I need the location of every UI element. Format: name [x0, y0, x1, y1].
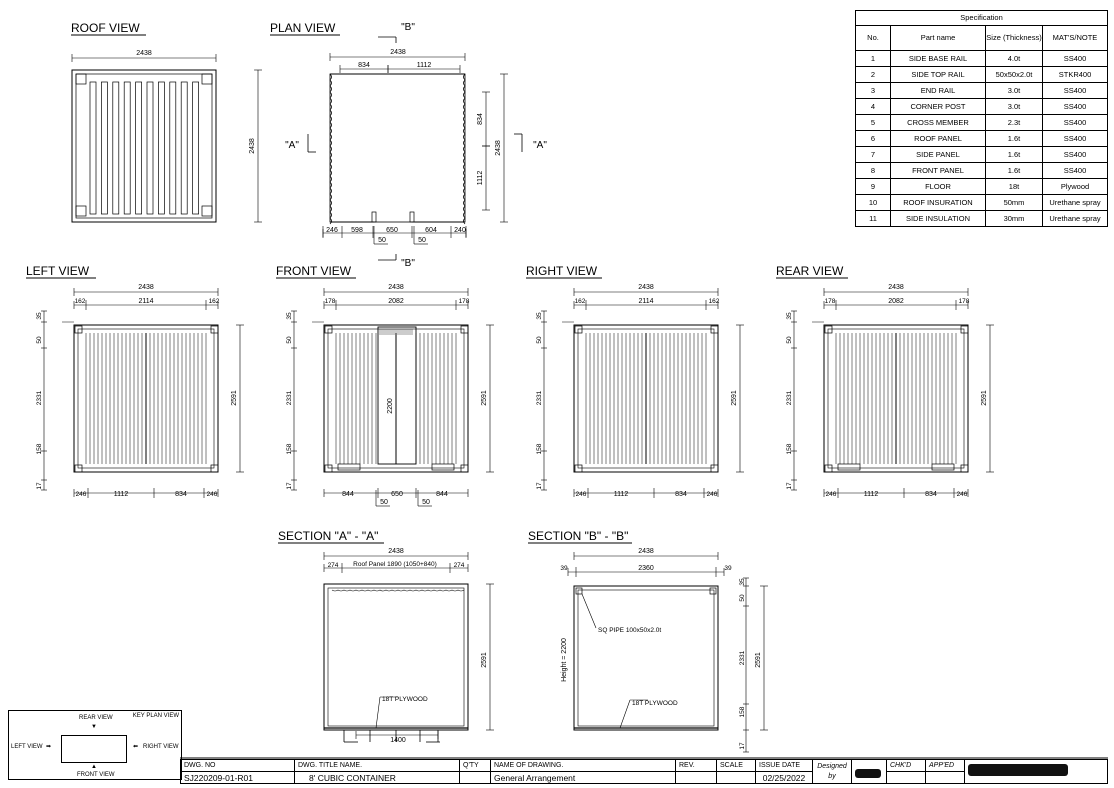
section-marker: "B" [401, 22, 415, 33]
spec-cell: 30mm [986, 211, 1043, 227]
callout-label: 18T PLYWOOD [632, 700, 678, 707]
dim-label: 650 [386, 227, 398, 234]
spec-cell: 1.6t [986, 147, 1043, 163]
spec-body [856, 51, 1108, 227]
roof-corrugation [147, 82, 153, 214]
roof-view-title: ROOF VIEW [71, 21, 140, 35]
spec-cell: SIDE INSULATION [891, 211, 986, 227]
spec-cell: CROSS MEMBER [891, 115, 986, 131]
apped-label: APP'ED [926, 760, 965, 772]
dim-label: 1112 [113, 491, 129, 498]
spec-cell: 1 [856, 51, 891, 67]
corner-casting [76, 206, 86, 216]
dim-label: 834 [925, 491, 937, 498]
section-marker: "A" [285, 140, 299, 151]
left-view-title: LEFT VIEW [26, 264, 90, 278]
plan-frame [330, 74, 465, 222]
dim-label: 50 [286, 336, 293, 344]
forklift-pocket [932, 464, 954, 470]
roof-corrugation [124, 82, 130, 214]
dim-label: 834 [175, 491, 187, 498]
spec-cell: 2.3t [986, 115, 1043, 131]
dim-label: 50 [739, 594, 746, 602]
spec-row [856, 179, 1108, 195]
dim-label: 2331 [786, 390, 793, 406]
spec-row [856, 147, 1108, 163]
dim-label: 50 [378, 237, 386, 244]
spec-cell: 6 [856, 131, 891, 147]
roof-inner [76, 74, 212, 218]
dim-label: 2331 [286, 390, 293, 406]
roof-corrugation [193, 82, 199, 214]
spec-cell: SIDE TOP RAIL [891, 67, 986, 83]
spec-cell: 5 [856, 115, 891, 131]
issue-label: ISSUE DATE [756, 760, 813, 772]
dim-label: 2438 [888, 284, 904, 291]
spec-cell: SS400 [1043, 51, 1108, 67]
sq-pipe [710, 588, 716, 594]
dim-label: 35 [739, 578, 746, 586]
section-marker: "B" [401, 258, 415, 269]
dim-label: 2438 [638, 284, 654, 291]
dim-label: 2591 [981, 390, 988, 406]
spec-cell: SS400 [1043, 83, 1108, 99]
section-b-title: SECTION "B" - "B" [528, 529, 629, 543]
spec-cell: Plywood [1043, 179, 1108, 195]
dim-label: 35 [36, 312, 43, 320]
height-note: Height = 2200 [561, 638, 568, 682]
corner-casting [211, 465, 218, 472]
dim-label: 1112 [477, 170, 484, 186]
dim-label: 2331 [536, 390, 543, 406]
dim-label: 2438 [138, 284, 154, 291]
designed-cell [813, 760, 852, 784]
dim-label: 162 [74, 298, 86, 305]
spec-cell: SS400 [1043, 99, 1108, 115]
dim-label: 178 [824, 298, 836, 305]
door-opening [378, 327, 416, 464]
dwg-no-label: DWG. NO [181, 760, 295, 772]
dim-label: 274 [327, 562, 339, 569]
dim-label: 2438 [390, 49, 406, 56]
corner-casting [202, 206, 212, 216]
designed-label: Designed [817, 762, 847, 770]
dim-label: 246 [75, 491, 87, 498]
spec-header: Part name [891, 26, 986, 51]
dim-label: 246 [825, 491, 837, 498]
corner-casting [202, 74, 212, 84]
door-post [372, 212, 376, 222]
spec-cell: FRONT PANEL [891, 163, 986, 179]
forklift-pocket [338, 464, 360, 470]
spec-row [856, 195, 1108, 211]
drawing-title: 8' CUBIC CONTAINER [295, 772, 460, 784]
spec-cell: 10 [856, 195, 891, 211]
leader-line [376, 697, 380, 728]
dim-label: 35 [286, 312, 293, 320]
rev-value [676, 772, 717, 784]
key-plan-title: KEY PLAN VIEW [132, 713, 179, 719]
spec-header: MAT'S/NOTE [1043, 26, 1108, 51]
spec-cell: STKR400 [1043, 67, 1108, 83]
dim-label: 246 [206, 491, 218, 498]
spec-cell: 2 [856, 67, 891, 83]
dim-label: 1112 [863, 491, 879, 498]
dim-label: 17 [36, 482, 43, 490]
dim-label: Roof Panel 1890 (1050+840) [353, 561, 437, 568]
spec-row [856, 211, 1108, 227]
key-plan-box [61, 735, 127, 763]
spec-cell: 1.6t [986, 131, 1043, 147]
corner-casting [575, 326, 582, 333]
section-b-frame [574, 586, 718, 730]
spec-cell: 9 [856, 179, 891, 195]
corner-casting [961, 465, 968, 472]
roof-outline [72, 70, 216, 222]
door-post [410, 212, 414, 222]
dim-label: 162 [208, 298, 220, 305]
scale-label: SCALE [717, 760, 756, 772]
dim-label: 50 [536, 336, 543, 344]
spec-header: No. [856, 26, 891, 51]
dim-label: 158 [36, 443, 43, 455]
dim-label: 2360 [638, 565, 654, 572]
rev-label: REV. [676, 760, 717, 772]
designed-by: by [828, 772, 836, 780]
roof-corrugation [170, 82, 176, 214]
spec-row [856, 99, 1108, 115]
spec-cell: 1.6t [986, 163, 1043, 179]
dim-label: 246 [706, 491, 718, 498]
qty-label: Q'TY [460, 760, 491, 772]
dim-label: 39 [560, 565, 568, 572]
corner-casting [76, 74, 86, 84]
section-a-frame [324, 584, 468, 730]
callout-label: SQ PIPE 100x50x2.0t [598, 627, 662, 634]
dim-label: 35 [786, 312, 793, 320]
dim-label: 178 [324, 298, 336, 305]
dim-label: 17 [786, 482, 793, 490]
dim-label: 17 [739, 742, 746, 750]
spec-cell: SS400 [1043, 115, 1108, 131]
spec-cell: END RAIL [891, 83, 986, 99]
corner-casting [825, 465, 832, 472]
section-a-title: SECTION "A" - "A" [278, 529, 379, 543]
dim-label: 50 [36, 336, 43, 344]
spec-row [856, 51, 1108, 67]
dim-label: 834 [675, 491, 687, 498]
company-logo [965, 760, 1108, 784]
corner-casting [75, 465, 82, 472]
drawing-name: General Arrangement [491, 772, 676, 784]
corner-casting [961, 326, 968, 333]
arrow-left-icon: ⬅ [133, 744, 139, 750]
title-block [180, 759, 1108, 784]
spec-cell: 18t [986, 179, 1043, 195]
arrow-up-icon: ▲ [91, 764, 97, 770]
spec-cell: ROOF PANEL [891, 131, 986, 147]
name-label: NAME OF DRAWING. [491, 760, 676, 772]
spec-cell: 11 [856, 211, 891, 227]
corner-casting [711, 465, 718, 472]
roof-corrugation [113, 82, 119, 214]
key-plan-front: FRONT VIEW [77, 772, 115, 778]
spec-cell: 50mm [986, 195, 1043, 211]
spec-cell: ROOF INSURATION [891, 195, 986, 211]
specification-table [855, 10, 1108, 227]
spec-cell: SS400 [1043, 131, 1108, 147]
key-plan [8, 710, 182, 780]
spec-row [856, 67, 1108, 83]
title-label: DWG. TITLE NAME. [295, 760, 460, 772]
spec-cell: 4.0t [986, 51, 1043, 67]
spec-row [856, 163, 1108, 179]
redacted-mark [968, 764, 1068, 776]
dim-label: 844 [342, 491, 354, 498]
corner-casting [711, 326, 718, 333]
section-marker: "A" [533, 140, 547, 151]
dim-label: 1112 [416, 62, 432, 69]
spec-row [856, 83, 1108, 99]
dim-label: 834 [358, 62, 370, 69]
chkd-label: CHK'D [887, 760, 926, 772]
roof-panel-profile [332, 590, 464, 591]
dim-label: 17 [536, 482, 543, 490]
dim-label: 2438 [249, 138, 256, 154]
spec-cell: 3.0t [986, 83, 1043, 99]
dwg-no: SJ220209-01-R01 [181, 772, 295, 784]
chkd-value [887, 772, 926, 784]
dim-label: 50 [422, 499, 430, 506]
key-plan-rear: REAR VIEW [79, 715, 113, 721]
spec-cell: CORNER POST [891, 99, 986, 115]
right-view-title: RIGHT VIEW [526, 264, 598, 278]
dim-label: 650 [391, 491, 403, 498]
dim-label: 2438 [388, 548, 404, 555]
redacted-mark [855, 769, 881, 778]
spec-title: Specification [856, 11, 1108, 26]
dim-label: 246 [575, 491, 587, 498]
dim-label: 246 [956, 491, 968, 498]
spec-cell: 3 [856, 83, 891, 99]
dim-label: 35 [536, 312, 543, 320]
dim-label: 158 [536, 443, 543, 455]
roof-corrugation [181, 82, 187, 214]
roof-corrugation [101, 82, 107, 214]
dim-label: 598 [351, 227, 363, 234]
dim-label: 2200 [387, 398, 394, 414]
designer-signature [852, 760, 887, 784]
dim-label: 2591 [755, 652, 762, 668]
dim-label: 2331 [36, 390, 43, 406]
forklift-pocket [432, 464, 454, 470]
dim-label: 2438 [136, 50, 152, 57]
spec-header: Size (Thickness) [986, 26, 1043, 51]
spec-cell: SS400 [1043, 147, 1108, 163]
roof-corrugation [136, 82, 142, 214]
plan-view-title: PLAN VIEW [270, 21, 336, 35]
scale-value [717, 772, 756, 784]
spec-cell: SIDE PANEL [891, 147, 986, 163]
spec-cell: 4 [856, 99, 891, 115]
spec-row [856, 115, 1108, 131]
dim-label: 158 [786, 443, 793, 455]
dim-label: 2591 [481, 652, 488, 668]
issue-date: 02/25/2022 [756, 772, 813, 784]
forklift-pocket [838, 464, 860, 470]
key-plan-right: RIGHT VIEW [143, 744, 179, 750]
dim-label: 50 [786, 336, 793, 344]
spec-cell: 7 [856, 147, 891, 163]
dim-label: 1400 [390, 737, 406, 744]
roof-corrugation [90, 82, 96, 214]
dim-label: 2438 [638, 548, 654, 555]
spec-cell: 3.0t [986, 99, 1043, 115]
key-plan-left: LEFT VIEW [11, 744, 43, 750]
spec-cell: 8 [856, 163, 891, 179]
corner-casting [825, 326, 832, 333]
corner-casting [325, 326, 332, 333]
corner-casting [75, 326, 82, 333]
dim-label: 2082 [888, 298, 904, 305]
dim-label: 162 [708, 298, 720, 305]
spec-cell: FLOOR [891, 179, 986, 195]
arrow-right-icon: ➡ [46, 744, 52, 750]
apped-value [926, 772, 965, 784]
leader-line [582, 594, 596, 628]
section-a-inner [328, 588, 464, 726]
dim-label: 2114 [638, 298, 654, 305]
dim-label: 39 [724, 565, 732, 572]
dim-label: 178 [458, 298, 470, 305]
dim-label: 246 [326, 227, 338, 234]
dim-label: 2114 [138, 298, 154, 305]
dim-label: 2591 [481, 390, 488, 406]
corner-casting [325, 465, 332, 472]
corner-casting [461, 326, 468, 333]
corner-casting [575, 465, 582, 472]
dim-label: 274 [453, 562, 465, 569]
dim-label: 17 [286, 482, 293, 490]
dim-label: 2438 [495, 140, 502, 156]
dim-label: 178 [958, 298, 970, 305]
dim-label: 604 [425, 227, 437, 234]
dim-label: 2591 [731, 390, 738, 406]
sq-pipe [576, 588, 582, 594]
dim-label: 844 [436, 491, 448, 498]
dim-label: 240 [454, 227, 466, 234]
corner-casting [461, 465, 468, 472]
dim-label: 834 [477, 113, 484, 125]
spec-cell: SIDE BASE RAIL [891, 51, 986, 67]
dim-label: 162 [574, 298, 586, 305]
dim-label: 158 [286, 443, 293, 455]
front-view-title: FRONT VIEW [276, 264, 352, 278]
rear-view-title: REAR VIEW [776, 264, 844, 278]
roof-corrugation [158, 82, 164, 214]
dim-label: 2082 [388, 298, 404, 305]
dim-label: 1112 [613, 491, 629, 498]
callout-label: 18T PLYWOOD [382, 696, 428, 703]
spec-cell: SS400 [1043, 163, 1108, 179]
arrow-down-icon: ▼ [91, 724, 97, 730]
spec-cell: 50x50x2.0t [986, 67, 1043, 83]
dim-label: 2591 [231, 390, 238, 406]
dim-label: 50 [418, 237, 426, 244]
dim-label: 158 [739, 706, 746, 718]
dim-label: 50 [380, 499, 388, 506]
leader-line [620, 700, 630, 728]
dim-label: 2331 [739, 650, 746, 666]
dim-label: 2438 [388, 284, 404, 291]
qty-value [460, 772, 491, 784]
corner-casting [211, 326, 218, 333]
spec-cell: Urethane spray [1043, 211, 1108, 227]
spec-cell: Urethane spray [1043, 195, 1108, 211]
spec-row [856, 131, 1108, 147]
